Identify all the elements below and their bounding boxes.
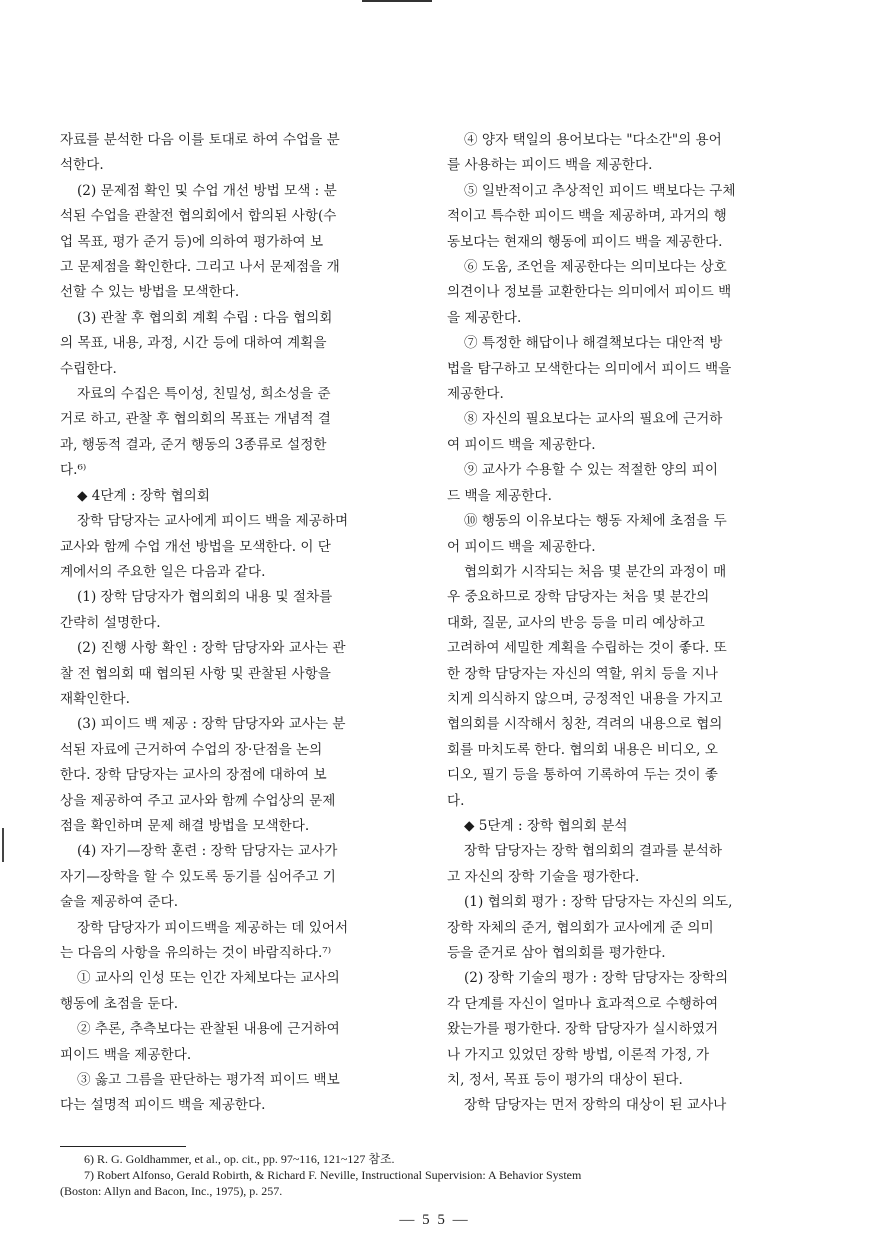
text-line: 간략히 설명한다. <box>60 614 161 631</box>
text-line: (2) 문제점 확인 및 수업 개선 방법 모색 : 분 <box>77 182 337 199</box>
text-line: 치게 의식하지 않으며, 긍정적인 내용을 가지고 <box>447 690 723 707</box>
text-line: 자기—장학을 할 수 있도록 동기를 심어주고 기 <box>60 868 336 885</box>
text-line: 대화, 질문, 교사의 반응 등을 미리 예상하고 <box>447 614 705 631</box>
text-line: ② 추론, 추측보다는 관찰된 내용에 근거하여 <box>77 1021 340 1038</box>
text-line: (1) 장학 담당자가 협의회의 내용 및 절차를 <box>77 589 333 606</box>
text-line: (1) 협의회 평가 : 장학 담당자는 자신의 의도, <box>464 894 733 911</box>
margin-mark <box>2 828 4 862</box>
text-line: ⑦ 특정한 해답이나 해결책보다는 대안적 방 <box>464 335 723 352</box>
text-line: 제공한다. <box>447 386 504 403</box>
text-line: 장학 담당자는 교사에게 피이드 백을 제공하며 <box>77 513 349 530</box>
text-line: 법을 탐구하고 모색한다는 의미에서 피이드 백을 <box>447 360 732 377</box>
text-line: 의견이나 정보를 교환한다는 의미에서 피이드 백 <box>447 284 732 301</box>
footnotes <box>60 1146 820 1199</box>
text-line: 다. <box>447 792 465 809</box>
text-line: 한 장학 담당자는 자신의 역할, 위치 등을 지나 <box>447 665 718 682</box>
text-line: 협의회가 시작되는 처음 몇 분간의 과정이 매 <box>464 563 727 580</box>
text-line: 각 단계를 자신이 얼마나 효과적으로 수행하여 <box>447 995 719 1012</box>
text-line: 고려하여 세밀한 계획을 수립하는 것이 좋다. 또 <box>447 640 727 657</box>
text-line: 피이드 백을 제공한다. <box>60 1046 192 1063</box>
text-line: 다.⁶⁾ <box>60 462 87 479</box>
text-line: 우 중요하므로 장학 담당자는 처음 몇 분간의 <box>447 589 710 606</box>
text-line: 는 다음의 사항을 유의하는 것이 바람직하다.⁷⁾ <box>60 945 332 961</box>
text-line: 치, 정서, 목표 등이 평가의 대상이 된다. <box>447 1072 683 1089</box>
text-line: 적이고 특수한 피이드 백을 제공하며, 과거의 행 <box>447 208 727 225</box>
text-line: (3) 관찰 후 협의회 계획 수립 : 다음 협의회 <box>77 309 333 326</box>
page-number: — 5 5 — <box>399 1212 470 1228</box>
footnote-7-continued: (Boston: Allyn and Bacon, Inc., 1975), p. 257. <box>60 1184 283 1198</box>
text-line: 다는 설명적 피이드 백을 제공한다. <box>60 1097 266 1114</box>
text-line: 상을 제공하여 주고 교사와 함께 수업상의 문제 <box>60 792 336 809</box>
footnote-6: 6) R. G. Goldhammer, et al., op. cit., pp. 97~116, 121~127 참조. <box>84 1152 395 1166</box>
text-line: 어 피이드 백을 제공한다. <box>447 538 596 555</box>
text-line: ◆ 4단계 : 장학 협의회 <box>77 487 210 504</box>
text-line: ① 교사의 인성 또는 인간 자체보다는 교사의 <box>77 970 340 987</box>
text-line: ④ 양자 택일의 용어보다는 "다소간"의 용어 <box>464 132 722 148</box>
text-line: 점을 확인하며 문제 해결 방법을 모색한다. <box>60 817 310 834</box>
text-line: 석된 수업을 관찰전 협의회에서 합의된 사항(수 <box>60 208 337 225</box>
text-line: 자료의 수집은 특이성, 친밀성, 희소성을 준 <box>77 386 331 403</box>
text-line: ◆ 5단계 : 장학 협의회 분석 <box>464 817 628 834</box>
text-line: 선할 수 있는 방법을 모색한다. <box>60 284 240 301</box>
text-line: 고 문제점을 확인한다. 그리고 나서 문제점을 개 <box>60 259 340 276</box>
text-line: 디오, 필기 등을 통하여 기록하여 두는 것이 좋 <box>447 767 718 784</box>
text-line: 장학 담당자는 먼저 장학의 대상이 된 교사나 <box>464 1097 727 1114</box>
text-line: ③ 옳고 그름을 판단하는 평가적 피이드 백보 <box>77 1072 340 1089</box>
text-line: (3) 피이드 백 제공 : 장학 담당자와 교사는 분 <box>77 716 346 733</box>
text-line: 장학 자체의 준거, 협의회가 교사에게 준 의미 <box>447 919 714 936</box>
footnote-7: 7) Robert Alfonso, Gerald Robirth, & Richard F. Neville, Instructional Supervision: A Behavior System <box>84 1168 582 1182</box>
text-line: 과, 행동적 결과, 준거 행동의 3종류로 설정한 <box>60 436 327 453</box>
text-line: 을 제공한다. <box>447 309 522 326</box>
text-line: 한다. 장학 담당자는 교사의 장점에 대하여 보 <box>60 767 327 784</box>
text-line: 교사와 함께 수업 개선 방법을 모색한다. 이 단 <box>60 538 331 555</box>
text-line: 장학 담당자는 장학 협의회의 결과를 분석하 <box>464 843 722 860</box>
text-line: 찰 전 협의회 때 협의된 사항 및 관찰된 사항을 <box>60 665 331 682</box>
text-line: 드 백을 제공한다. <box>447 487 552 504</box>
text-line: (4) 자기—장학 훈련 : 장학 담당자는 교사가 <box>77 843 338 860</box>
text-line: 계에서의 주요한 일은 다음과 같다. <box>60 563 266 580</box>
left-column <box>60 128 408 1119</box>
text-line: 여 피이드 백을 제공한다. <box>447 436 596 453</box>
text-line: 술을 제공하여 준다. <box>60 894 179 911</box>
text-line: 석한다. <box>60 157 104 174</box>
text-line: 재확인한다. <box>60 690 130 707</box>
text-line: 수립한다. <box>60 360 117 377</box>
text-line: 협의회를 시작해서 칭찬, 격려의 내용으로 협의 <box>447 716 723 733</box>
text-line: 의 목표, 내용, 과정, 시간 등에 대하여 계획을 <box>60 335 327 352</box>
text-line: ⑤ 일반적이고 추상적인 피이드 백보다는 구체 <box>464 182 736 199</box>
right-column <box>447 128 795 1119</box>
text-line: (2) 진행 사항 확인 : 장학 담당자와 교사는 관 <box>77 640 346 657</box>
text-line: ⑨ 교사가 수용할 수 있는 적절한 양의 피이 <box>464 462 718 479</box>
text-line: 등을 준거로 삼아 협의회를 평가한다. <box>447 945 666 961</box>
text-line: 행동에 초점을 둔다. <box>60 995 179 1012</box>
header-rule <box>362 0 432 2</box>
text-line: 고 자신의 장학 기술을 평가한다. <box>447 868 640 885</box>
text-line: (2) 장학 기술의 평가 : 장학 담당자는 장학의 <box>464 970 729 987</box>
text-line: 업 목표, 평가 준거 등)에 의하여 평가하여 보 <box>60 233 324 250</box>
text-line: ⑥ 도움, 조언을 제공한다는 의미보다는 상호 <box>464 259 727 276</box>
text-line: 석된 자료에 근거하여 수업의 장·단점을 논의 <box>60 741 323 758</box>
text-line: 회를 마치도록 한다. 협의회 내용은 비디오, 오 <box>447 741 718 758</box>
text-line: 를 사용하는 피이드 백을 제공한다. <box>447 157 653 174</box>
text-line: 동보다는 현재의 행동에 피이드 백을 제공한다. <box>447 233 723 250</box>
text-line: 장학 담당자가 피이드백을 제공하는 데 있어서 <box>77 919 349 936</box>
footnote-rule <box>60 1146 186 1147</box>
text-line: 거로 하고, 관찰 후 협의회의 목표는 개념적 결 <box>60 411 331 428</box>
text-line: ⑧ 자신의 필요보다는 교사의 필요에 근거하 <box>464 411 723 428</box>
text-line: 자료를 분석한 다음 이를 토대로 하여 수업을 분 <box>60 132 340 148</box>
text-line: 왔는가를 평가한다. 장학 담당자가 실시하였거 <box>447 1021 719 1038</box>
text-line: 나 가지고 있었던 장학 방법, 이론적 가정, 가 <box>447 1046 710 1063</box>
text-line: ⑩ 행동의 이유보다는 행동 자체에 초점을 두 <box>464 513 727 530</box>
